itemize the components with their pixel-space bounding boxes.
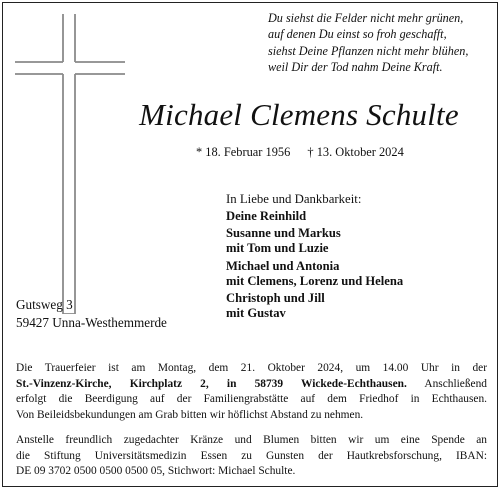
mourner-line: Michael und Antonia: [226, 258, 340, 273]
church-address: St.-Vinzenz-Kirche, Kirchplatz 2, in 58739 Wickede-Echthausen.: [16, 377, 407, 390]
life-dates: [196, 145, 404, 160]
mourner-line: mit Gustav: [226, 306, 286, 321]
family-address: [16, 296, 167, 332]
cross-icon: [15, 14, 125, 314]
mourner-line: mit Clemens, Lorenz und Helena: [226, 273, 404, 288]
mourners-list: [226, 209, 403, 321]
poem-line: Du siehst die Felder nicht mehr grünen,: [268, 11, 464, 25]
paragraph-line: Anstelle freundlich zugedachter Kränze und Blumen bitten wir um eine Spende an: [16, 434, 487, 446]
funeral-info-paragraph: [16, 361, 487, 423]
mourner-line: Deine Reinhild: [226, 209, 307, 223]
mourner-line: Christoph und Jill: [226, 291, 325, 306]
paragraph-line: DE 09 3702 0500 0500 0500 05, Stichwort: Michael Schulte.: [16, 465, 296, 478]
mourner-line: Susanne und Markus: [226, 226, 341, 241]
paragraph-text: Anschließend: [406, 377, 487, 390]
poem-line: weil Dir der Tod nahm Deine Kraft.: [268, 60, 443, 75]
mourners-intro: In Liebe und Dankbarkeit:: [226, 192, 362, 206]
donation-paragraph: [16, 433, 487, 480]
address-city: 59427 Unna-Westhemmerde: [16, 315, 167, 330]
poem-line: siehst Deine Pflanzen nicht mehr blühen,: [268, 43, 469, 58]
paragraph-line: Von Beileidsbekundungen am Grab bitten wir höflichst Abstand zu nehmen.: [16, 408, 364, 421]
poem: [268, 10, 496, 76]
paragraph-line: erfolgt die Beerdigung auf der Familiengrabstätte auf dem Friedhof in Echthausen.: [16, 393, 487, 406]
paragraph-line: Die Trauerfeier ist am Montag, dem 21. Oktober 2024, um 14.00 Uhr in der: [16, 362, 487, 374]
mourner-line: mit Tom und Luzie: [226, 241, 329, 256]
poem-line: auf denen Du einst so froh geschafft,: [268, 27, 447, 42]
death-date: † 13. Oktober 2024: [307, 145, 404, 159]
paragraph-line: die Stiftung Universitätsmedizin Essen zu Gunsten der Hautkrebsforschung, IBAN:: [16, 449, 487, 462]
deceased-name: Michael Clemens Schulte: [139, 97, 459, 132]
paragraph-line: [16, 377, 487, 393]
birth-date: * 18. Februar 1956: [196, 145, 291, 159]
address-street: Gutsweg 3: [16, 297, 73, 312]
